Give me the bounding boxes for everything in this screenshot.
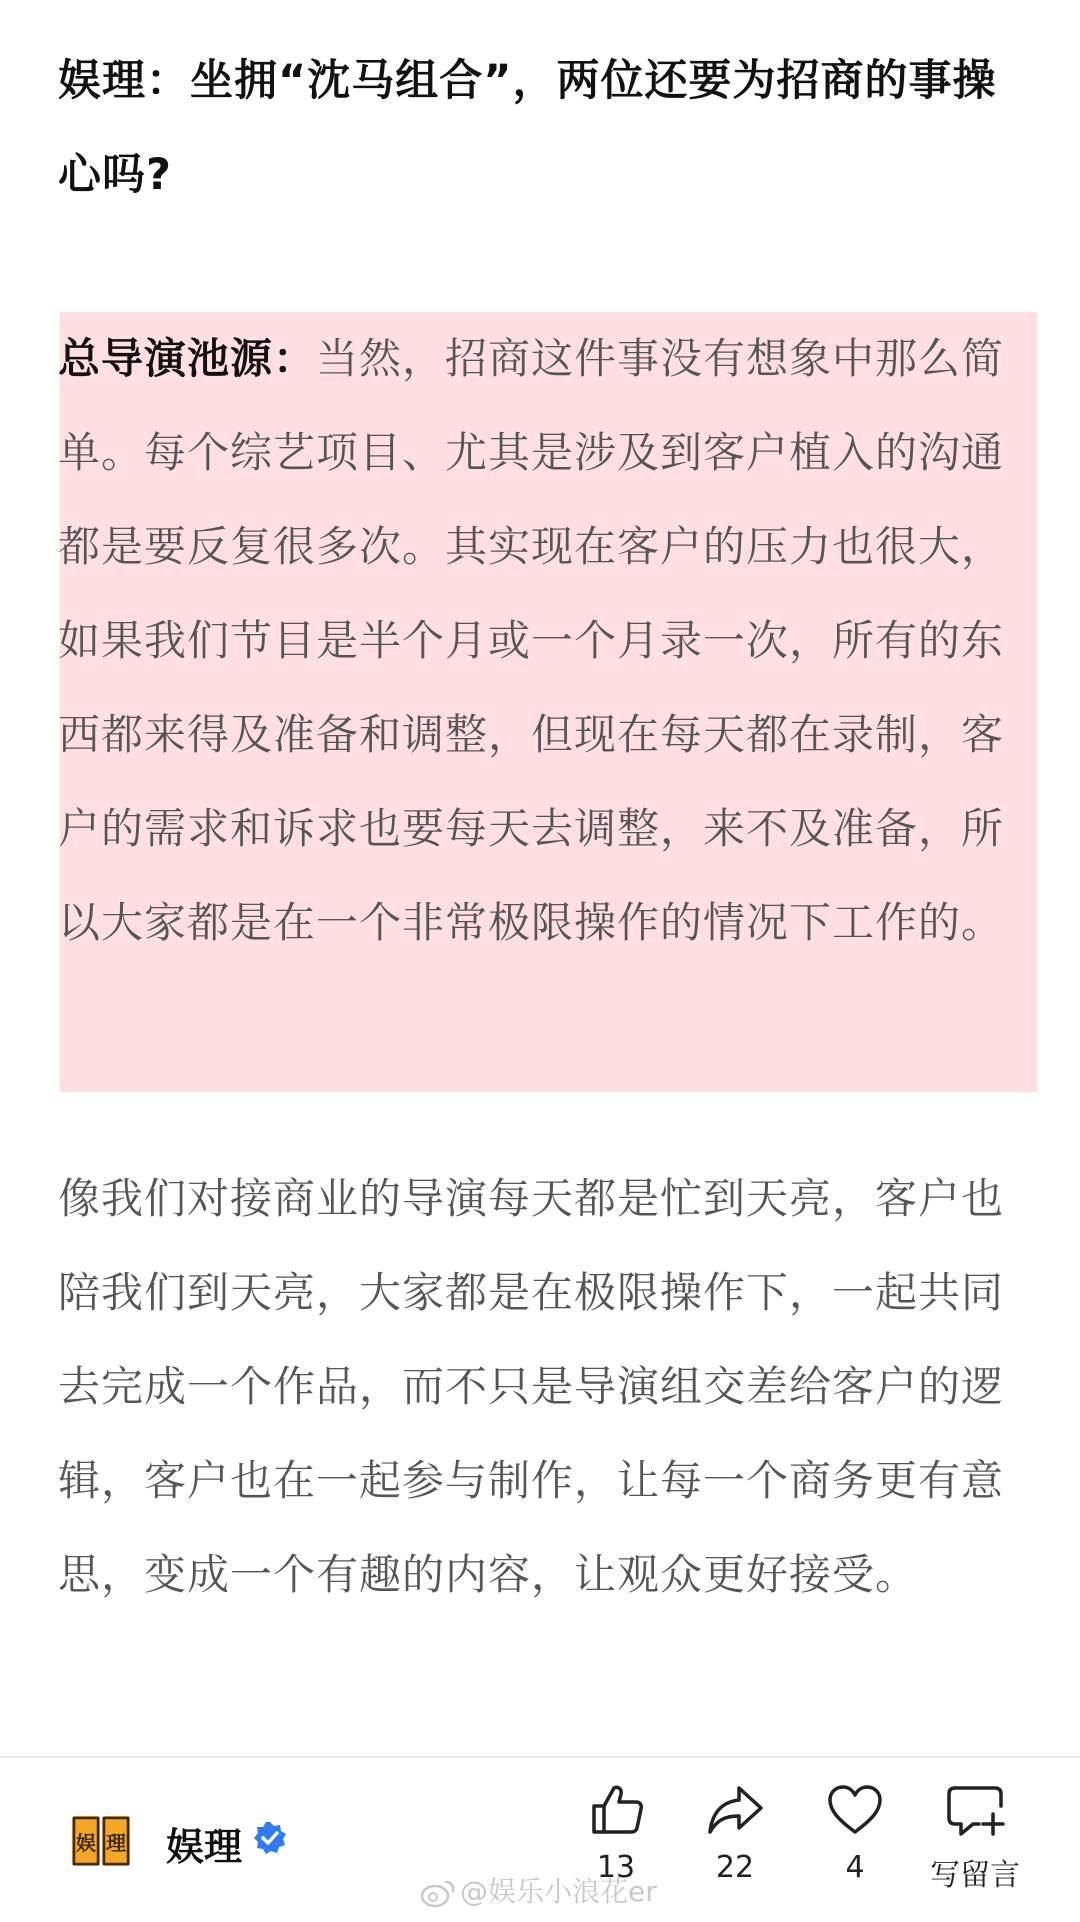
watermark-text: @娱乐小浪花er (460, 1875, 657, 1908)
question-asker: 娱理： (58, 56, 190, 106)
weibo-icon (420, 1878, 456, 1908)
followup-paragraph (58, 1152, 1028, 1622)
like-count: 13 (596, 1850, 636, 1885)
write-comment-label: 写留言 (930, 1858, 1020, 1893)
share-count: 22 (715, 1850, 755, 1885)
question-paragraph (58, 34, 1022, 222)
write-comment-icon (945, 1782, 1005, 1838)
question-text: 坐拥“沈马组合”，两位还要为招商的事操心吗? (58, 56, 997, 200)
answer-paragraph (58, 312, 1028, 970)
thumbs-up-icon (586, 1782, 646, 1838)
favorite-button[interactable] (795, 1782, 915, 1885)
share-arrow-icon (705, 1782, 765, 1838)
author-name[interactable]: 娱理 (166, 1825, 243, 1869)
verified-badge-icon (252, 1820, 288, 1856)
write-comment-button[interactable] (915, 1782, 1035, 1894)
watermark (420, 1870, 657, 1910)
favorite-count: 4 (845, 1850, 865, 1885)
answer-text: 当然，招商这件事没有想象中那么简单。每个综艺项目、尤其是涉及到客户植入的沟通都是要反复很多次。其实现在客户的压力也很大，如果我们节目是半个月或一个月录一次，所有的东西都来得及准备和调整，但现在每天都在录制，客户的需求和诉求也要每天去调整，来不及准备，所以大家都是在一个非常极限操作的情况下工作的。 (58, 334, 1005, 947)
svg-text:娱: 娱 (76, 1831, 96, 1855)
heart-icon (825, 1782, 885, 1838)
svg-text:理: 理 (106, 1831, 126, 1855)
yuli-logo-icon[interactable] (70, 1810, 132, 1872)
share-button[interactable] (675, 1782, 795, 1885)
answer-speaker: 总导演池源： (58, 334, 317, 383)
followup-text: 像我们对接商业的导演每天都是忙到天亮，客户也陪我们到天亮，大家都是在极限操作下，一起共同去完成一个作品，而不只是导演组交差给客户的逻辑，客户也在一起参与制作，让每一个商务更有意思，变成一个有趣的内容，让观众更好接受。 (58, 1174, 1005, 1599)
